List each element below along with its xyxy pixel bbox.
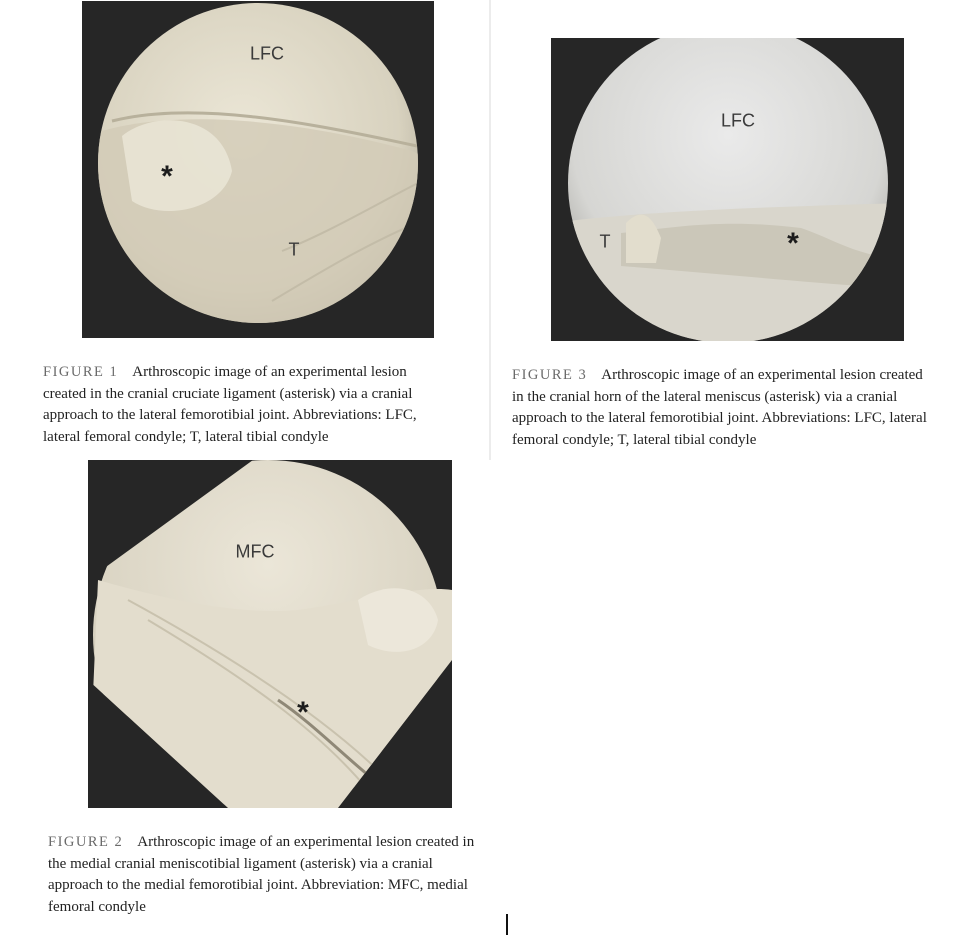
figure-3-caption-text: Arthroscopic image of an experimental lesion created in the cranial horn of the lateral meniscus (asterisk) via a cranial approach to the lateral femorotibial joint. Abbreviations: LFC, lateral femoral condyle; T, lateral tibial condyle	[512, 367, 927, 448]
figure-3-caption	[512, 365, 932, 451]
lesion-asterisk: *	[161, 160, 173, 193]
figure-2-label: FIGURE 2	[48, 834, 124, 850]
figure-3-image	[551, 38, 904, 341]
lesion-asterisk: *	[297, 696, 309, 729]
page-divider	[489, 0, 491, 460]
figure-2-image	[88, 460, 452, 808]
figure-2-caption	[48, 832, 488, 918]
t-label: T	[599, 231, 611, 252]
figure-1-caption-text: Arthroscopic image of an experimental lesion created in the cranial cruciate ligament (asterisk) via a cranial approach to the lateral femorotibial joint. Abbreviations: LFC, lateral femoral condyle; T, lateral tibial condyle	[43, 364, 417, 445]
figure-2-caption-text: Arthroscopic image of an experimental lesion created in the medial cranial meniscotibial ligament (asterisk) via a cranial approach to the medial femorotibial joint. Abbreviation: MFC, medial femoral condyle	[48, 834, 475, 915]
figure-3-label: FIGURE 3	[512, 367, 588, 383]
figure-1-caption	[43, 362, 448, 448]
t-label: T	[288, 239, 300, 260]
lesion-asterisk: *	[787, 227, 799, 260]
lfc-label: LFC	[249, 43, 285, 64]
lfc-label: LFC	[720, 110, 756, 131]
mfc-label: MFC	[235, 541, 275, 562]
figure-1-image	[82, 1, 434, 338]
figure-1-label: FIGURE 1	[43, 364, 119, 380]
text-cursor	[506, 914, 508, 935]
